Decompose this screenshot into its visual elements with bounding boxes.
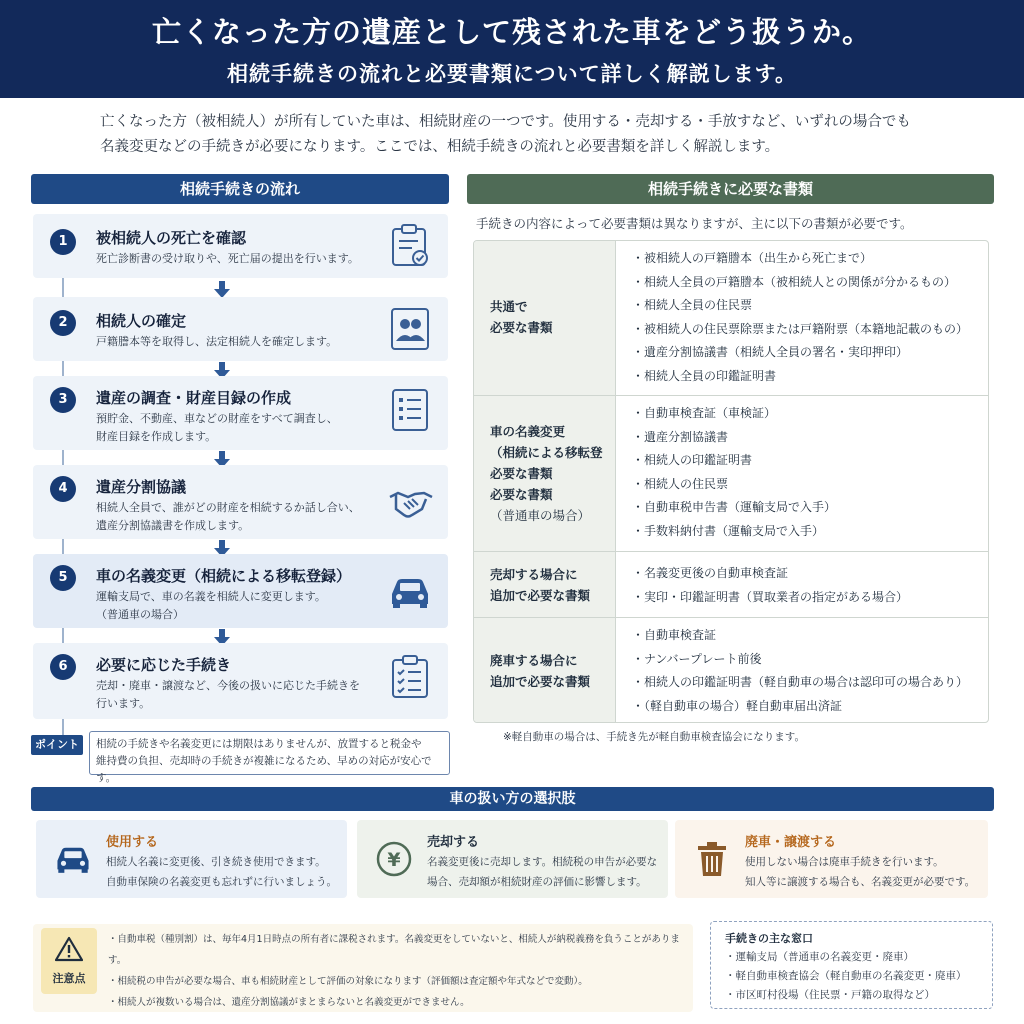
option-card-scrap — [675, 820, 988, 898]
contact-box — [710, 921, 993, 1009]
caution-box — [33, 924, 693, 1012]
point-note: 相続の手続きや名義変更には期限はありませんが、放置すると税金や 維持費の負担、売却時の手続きが複雑になるため、早めの対応が安心です。 — [89, 731, 450, 775]
step-title: 遺産分割協議 — [96, 478, 187, 496]
step-title: 遺産の調査・財産目録の作成 — [96, 389, 292, 407]
flow-step-3 — [33, 376, 448, 450]
docs-category: 売却する場合に 追加で必要な書類 — [490, 567, 591, 603]
contact-title: 手続きの主な窓口 — [725, 932, 813, 945]
warning-icon — [55, 936, 83, 962]
option-desc: 相続人名義に変更後、引き続き使用できます。 自動車保険の名義変更も忘れずに行いましょう。 — [106, 856, 337, 888]
docs-row-scrap — [474, 618, 989, 723]
contact-item: ・運輸支局（普通車の名義変更・廃車） — [725, 951, 914, 963]
yen-coin-icon — [375, 840, 413, 878]
step-desc: 相続人全員で、誰がどの財産を相続するか話し合い、 遺産分割協議書を作成します。 — [96, 501, 360, 532]
svg-text:¥: ¥ — [387, 849, 401, 871]
flow-step-2 — [33, 297, 448, 361]
clipboard-check-icon — [390, 224, 430, 268]
intro-line: 亡くなった方（被相続人）が所有していた車は、相続財産の一つです。使用する・売却する・手放すなど、いずれの場合でも — [100, 114, 911, 130]
docs-item-list: ・被相続人の戸籍謄本（出生から死亡まで） ・相続人全員の戸籍謄本（被相続人との関係が分かるもの） ・相続人全員の住民票 ・被相続人の住民票除票または戸籍附票（本籍地記載のもの） ・遺産分割協議書（相続人全員の署名・実印押印） ・相続人全員の印鑑証明書 — [632, 251, 969, 383]
docs-table — [473, 240, 989, 723]
option-card-use — [36, 820, 347, 898]
contact-list — [725, 948, 967, 1005]
docs-category-cell — [474, 241, 616, 395]
flow-step-1 — [33, 214, 448, 278]
step-number: 3 — [50, 387, 76, 413]
docs-row-sell — [474, 552, 989, 618]
page-title: 亡くなった方の遺産として残された車をどう扱うか。 — [151, 15, 872, 49]
step-title: 車の名義変更（相続による移転登録） — [96, 567, 352, 585]
flow-section-title: 相続手続きの流れ — [31, 174, 449, 204]
docs-category: 車の名義変更 （相続による移転登 必要な書類 必要な書類 （普通車の場合） — [490, 424, 603, 523]
options-section-title: 車の扱い方の選択肢 — [31, 787, 994, 811]
step-number: 4 — [50, 476, 76, 502]
docs-item-list: ・自動車検査証（車検証） ・遺産分割協議書 ・相続人の印鑑証明書 ・相続人の住民票 ・自動車税申告書（運輸支局で入手） ・手数料納付書（運輸支局で入手） — [632, 406, 837, 538]
caution-item: ・相続人が複数いる場合は、遺産分割協議がまとまらないと名義変更ができません。 — [108, 997, 470, 1008]
docs-category: 廃車する場合に 追加で必要な書類 — [490, 653, 591, 689]
step-desc: 売却・廃車・譲渡など、今後の扱いに応じた手続きを 行います。 — [96, 679, 360, 710]
step-desc: 死亡診断書の受け取りや、死亡届の提出を行います。 — [96, 252, 359, 265]
step-desc: 運輸支局で、車の名義を相続人に変更します。 （普通車の場合） — [96, 590, 326, 621]
step-number: 5 — [50, 565, 76, 591]
contact-item: ・市区町村役場（住民票・戸籍の取得など） — [725, 989, 935, 1001]
option-card-sell — [357, 820, 668, 898]
caution-item: ・自動車税（種別割）は、毎年4月1日時点の所有者に課税されます。名義変更をしていないと、相続人が納税義務を負うことがあります。 — [108, 934, 680, 966]
docs-note: ※軽自動車の場合は、手続き先が軽自動車検査協会になります。 — [503, 731, 805, 743]
docs-category-cell — [474, 618, 616, 723]
step-title: 必要に応じた手続き — [96, 656, 232, 674]
docs-row-common — [474, 241, 989, 396]
caution-label: 注意点 — [52, 972, 86, 985]
flow-step-5 — [33, 554, 448, 628]
caution-list — [108, 929, 693, 1013]
clipboard-list-icon — [390, 655, 430, 699]
step-title: 被相続人の死亡を確認 — [96, 229, 247, 247]
option-title: 使用する — [106, 835, 159, 850]
checklist-icon — [390, 388, 430, 432]
docs-lead: 手続きの内容によって必要書類は異なりますが、主に以下の書類が必要です。 — [476, 216, 913, 231]
contact-item: ・軽自動車検査協会（軽自動車の名義変更・廃車） — [725, 970, 967, 982]
option-desc: 名義変更後に売却します。相続税の申告が必要な 場合、売却額が相続財産の評価に影響します。 — [427, 856, 658, 888]
option-title: 売却する — [427, 835, 480, 850]
car-icon — [54, 840, 92, 878]
docs-item-list: ・自動車検査証 ・ナンバープレート前後 ・相続人の印鑑証明書（軽自動車の場合は認印可の場合あり） ・（軽自動車の場合）軽自動車届出済証 — [632, 628, 969, 713]
intro-line: 名義変更などの手続きが必要になります。ここでは、相続手続きの流れと必要書類を詳しく解説します。 — [100, 139, 780, 155]
step-number: 2 — [50, 310, 76, 336]
option-title: 廃車・譲渡する — [745, 835, 837, 850]
step-title: 相続人の確定 — [96, 312, 187, 330]
caution-item: ・相続税の申告が必要な場合、車も相続財産として評価の対象になります（評価額は査定額や年式などで変動）。 — [108, 976, 588, 987]
docs-category: 共通で 必要な書類 — [490, 299, 553, 335]
docs-item-list: ・名義変更後の自動車検査証 ・実印・印鑑証明書（買取業者の指定がある場合） — [632, 566, 909, 604]
trash-icon — [693, 840, 731, 878]
people-icon — [390, 307, 430, 351]
intro-text — [100, 110, 960, 160]
page-header — [0, 0, 1024, 98]
docs-category-cell — [474, 552, 616, 617]
point-badge: ポイント — [31, 735, 83, 755]
caution-badge — [41, 928, 97, 994]
step-number: 6 — [50, 654, 76, 680]
car-icon — [388, 570, 432, 614]
step-desc: 戸籍謄本等を取得し、法定相続人を確定します。 — [96, 335, 338, 348]
option-desc: 使用しない場合は廃車手続きを行います。 知人等に譲渡する場合も、名義変更が必要です。 — [745, 856, 976, 888]
flow-step-4 — [33, 465, 448, 539]
handshake-icon — [388, 481, 434, 525]
page-subtitle: 相続手続きの流れと必要書類について詳しく解説します。 — [227, 62, 797, 86]
docs-category-cell — [474, 396, 616, 551]
step-number: 1 — [50, 229, 76, 255]
docs-section-title: 相続手続きに必要な書類 — [467, 174, 994, 204]
step-desc: 預貯金、不動産、車などの財産をすべて調査し、 財産目録を作成します。 — [96, 412, 338, 443]
flow-step-6 — [33, 643, 448, 719]
docs-row-transfer — [474, 396, 989, 552]
